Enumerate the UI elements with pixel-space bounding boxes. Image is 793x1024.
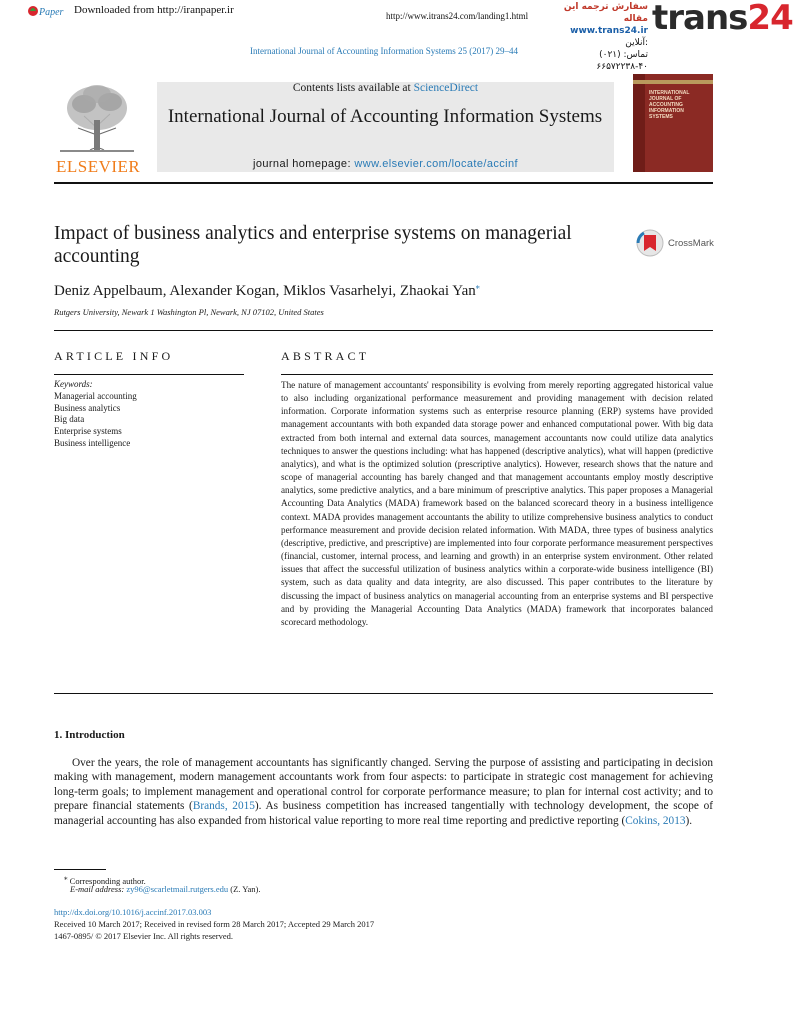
keywords-label: Keywords: — [54, 379, 93, 389]
copyright-notice: 1467-0895/ © 2017 Elsevier Inc. All rights reserved. — [54, 931, 234, 941]
translation-order-block — [548, 1, 648, 73]
header-rule — [54, 330, 713, 331]
crossmark-label[interactable]: CrossMark — [668, 238, 714, 249]
intro-text-3: ). — [685, 814, 693, 827]
introduction-paragraph — [54, 756, 713, 828]
trans24-logo-number: 24 — [747, 0, 793, 38]
online-label: آنلاین: — [625, 38, 648, 48]
trans24-logo-word: trans — [652, 0, 748, 38]
paper-logo — [26, 2, 70, 20]
abstract-heading: ABSTRACT — [281, 349, 370, 363]
email-suffix: (Z. Yan). — [230, 884, 261, 894]
journal-cover-thumbnail[interactable] — [633, 74, 713, 172]
contents-prefix: Contents lists available at — [292, 82, 411, 94]
email-label: E-mail address: — [70, 884, 125, 894]
elsevier-logo — [54, 80, 140, 174]
cover-band — [633, 80, 713, 84]
article-info-heading: ARTICLE INFO — [54, 349, 174, 363]
corresponding-author-text: Corresponding author. — [69, 875, 146, 886]
cover-title: INTERNATIONAL JOURNAL OF ACCOUNTING INFORMATION SYSTEMS — [649, 90, 690, 120]
abstract-text: The nature of management accountants' responsibility is evolving from merely reporting aggregated historical value to also including organizational performance measurement and providing management with decision related information. Corporate information systems such as enterprise resource planning (ERP) systems have provided management accountants with both expanded data storage power and enhanced computational power. With big data extracted from both internal and external data sources, management accountants now could utilize data analytics techniques to answer the questions including: what has happened (descriptive analytics), what will happen (predictive analytics), and what is the optimized solution (prescriptive analytics). However, research shows that the nature and scope of managerial accounting has barely changed and that management accountants employ mostly descriptive analytics, some predictive analytics, and a bare minimum of prescriptive analytics. This paper proposes a Managerial Accounting Data Analytics (MADA) framework based on the balanced scorecard theory in a business intelligence context. MADA provides management accountants the ability to utilize comprehensive business analytics to conduct performance measurement and provide decision related information. With MADA, three types of business analytics (descriptive, predictive, and prescriptive) are implemented into four corporate performance measurement perspectives (financial, customer, internal process, and learning and growth) in an enterprise system environment. Other related issues that affect the successful utilization of business analytics within a corporate-wide business intelligence (BI) system, such as data quality and data integrity, are also discussed. This paper contributes to the literature by discussing the impact of business analytics on managerial accounting from an enterprise systems and BI perspective and by providing the Managerial Accounting Data Analytics (MADA) framework that incorporates balanced scorecard methodology. — [281, 380, 713, 627]
author-affiliation: Rutgers University, Newark 1 Washington Pl, Newark, NJ 07102, United States — [54, 307, 324, 317]
contact-phone-text: تماس: (۰۲۱) ۴۰-۶۶۵۷۲۲۳۸ — [596, 50, 648, 72]
keyword-item: Big data — [54, 414, 85, 425]
sciencedirect-link[interactable]: ScienceDirect — [413, 82, 479, 94]
trans24-logo[interactable] — [652, 0, 793, 38]
journal-homepage-line — [157, 158, 614, 170]
cover-strip — [633, 74, 645, 172]
intro-text-1: Over the years, the role of management accountants has significantly changed. Serving the purpose of assisting and participating in decision making with management, modern management accountants work from four aspects: to participate in strategic cost management for achieving long-term goals; to implement management and operational control for corporate performance measure; to plan for internal cost activity; and to prepare financial statements ( — [54, 757, 713, 813]
paper-logo-text: Paper — [39, 7, 64, 18]
citation-link-cokins[interactable]: Cokins, 2013 — [625, 814, 686, 827]
doi-link-text[interactable]: http://dx.doi.org/10.1016/j.accinf.2017.03.003 — [54, 907, 212, 917]
email-note — [70, 884, 260, 894]
received-dates: Received 10 March 2017; Received in revised form 28 March 2017; Accepted 29 March 2017 — [54, 919, 375, 929]
intro-text-2: ). As business competition has increased tangentially with technology development, the scope of managerial accounting has also expanded from historical value reporting to more real time reporting and predictive reporting ( — [54, 800, 713, 827]
corresponding-author-marker[interactable]: ⁎ — [475, 282, 480, 291]
author-list — [54, 282, 480, 300]
footnote-rule — [54, 869, 106, 870]
article-info-rule — [54, 374, 244, 375]
article-title: Impact of business analytics and enterprise systems on managerial accounting — [54, 223, 572, 267]
masthead-rule — [54, 182, 713, 184]
keyword-item: Business intelligence — [54, 437, 131, 448]
citation-link-brands[interactable]: Brands, 2015 — [192, 800, 255, 813]
journal-citation-link[interactable]: International Journal of Accounting Information Systems 25 (2017) 29–44 — [250, 46, 518, 56]
homepage-prefix: journal homepage: — [252, 158, 351, 170]
contents-line — [157, 82, 614, 94]
journal-homepage-link[interactable]: www.elsevier.com/locate/accinf — [354, 158, 518, 170]
author-names: Deniz Appelbaum, Alexander Kogan, Miklos Vasarhelyi, Zhaokai Yan — [54, 283, 476, 299]
downloaded-from-text: Downloaded from http://iranpaper.ir — [74, 4, 234, 16]
journal-title: International Journal of Accounting Information Systems — [167, 106, 603, 127]
translation-order-text: سفارش ترجمه این مقاله — [563, 2, 648, 24]
trans24-site-link[interactable]: www.trans24.ir — [570, 26, 648, 36]
section-heading-introduction: 1. Introduction — [54, 729, 125, 741]
itrans-url-link[interactable]: http://www.itrans24.com/landing1.html — [386, 11, 529, 21]
keyword-item: Business analytics — [54, 402, 121, 413]
abstract-bottom-rule — [54, 693, 713, 694]
keywords-block — [54, 379, 244, 450]
keyword-item: Managerial accounting — [54, 390, 137, 401]
abstract-rule — [281, 374, 713, 375]
footnote-marker: ⁎ — [64, 874, 68, 882]
doi-link[interactable] — [54, 907, 211, 917]
email-link[interactable]: zy96@scarletmail.rutgers.edu — [126, 884, 229, 894]
elsevier-wordmark: ELSEVIER — [56, 157, 141, 176]
keyword-item: Enterprise systems — [54, 426, 122, 437]
